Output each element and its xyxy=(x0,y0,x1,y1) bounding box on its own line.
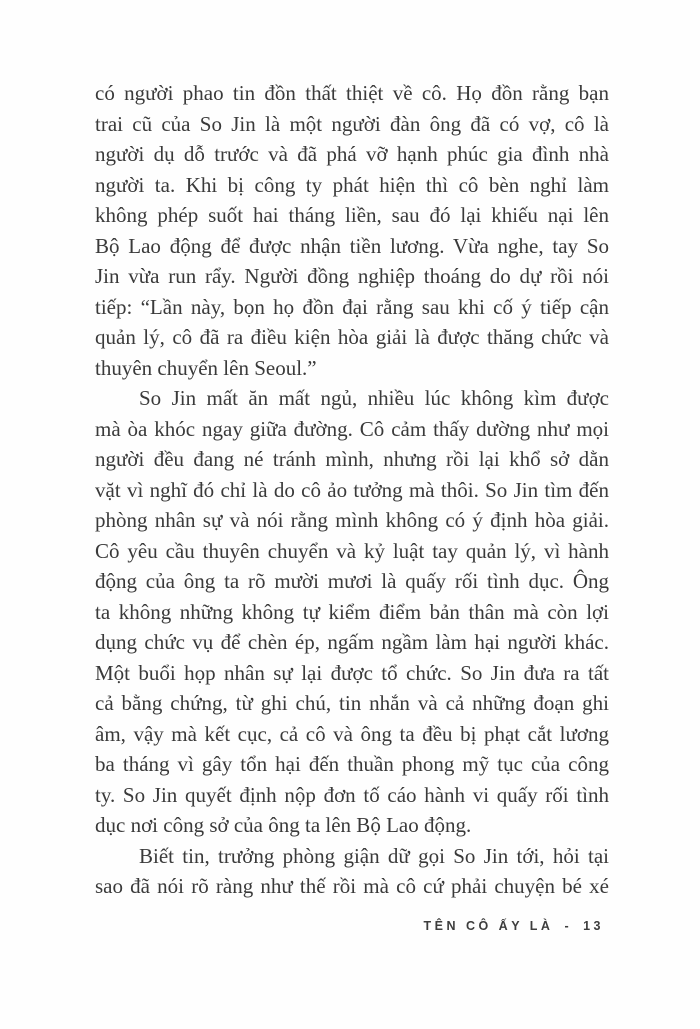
text-line: quản lý, cô đã ra điều kiện hòa giải là được thăng chức và xyxy=(95,325,609,349)
text-line: vặt vì nghĩ đó chỉ là do cô ảo tưởng mà thôi. So Jin tìm đến xyxy=(95,477,609,502)
text-line: ta không những không tự kiểm điểm bản thân mà còn lợi xyxy=(95,599,609,624)
text-line: So Jin mất ăn mất ngủ, nhiều lúc không kìm được xyxy=(139,386,609,410)
page-number: 13 xyxy=(583,919,604,933)
text-line: sao đã nói rõ ràng như thế rồi mà cô cứ phải chuyện bé xé xyxy=(95,874,609,898)
page-footer xyxy=(423,919,604,933)
text-line: Một buổi họp nhân sự lại được tổ chức. So Jin đưa ra tất xyxy=(95,660,609,685)
text-line: người đều đang né tránh mình, nhưng rồi lại khổ sở dằn xyxy=(95,447,609,471)
paragraph xyxy=(95,383,609,841)
footer-separator: - xyxy=(564,919,573,933)
text-line: không phép suốt hai tháng liền, sau đó lại khiếu nại lên xyxy=(95,203,609,227)
text-line: Jin vừa run rẩy. Người đồng nghiệp thoáng do dự rồi nói xyxy=(95,264,609,288)
text-line: người dụ dỗ trước và đã phá vỡ hạnh phúc gia đình nhà xyxy=(95,142,609,166)
text-line: tiếp: “Lần này, bọn họ đồn đại rằng sau khi cố ý tiếp cận xyxy=(95,294,609,319)
text-line: Biết tin, trưởng phòng giận dữ gọi So Jin tới, hỏi tại xyxy=(139,843,609,868)
paragraph xyxy=(95,841,609,902)
text-line: Cô yêu cầu thuyên chuyển và kỷ luật tay quản lý, vì hành xyxy=(95,538,609,563)
text-line: dụng chức vụ để chèn ép, ngấm ngầm làm hại người khác. xyxy=(95,630,609,654)
text-line: dục nơi công sở của ông ta lên Bộ Lao động. xyxy=(95,813,472,837)
text-line: trai cũ của So Jin là một người đàn ông đã có vợ, cô là xyxy=(95,111,609,136)
text-line: Bộ Lao động để được nhận tiền lương. Vừa nghe, tay So xyxy=(95,233,609,258)
text-line: động của ông ta rõ mười mươi là quấy rối tình dục. Ông xyxy=(95,569,609,593)
paragraph xyxy=(95,78,609,383)
text-line: cả bằng chứng, từ ghi chú, tin nhắn và cả những đoạn ghi xyxy=(95,691,609,715)
text-line: ty. So Jin quyết định nộp đơn tố cáo hành vi quấy rối tình xyxy=(95,782,609,807)
text-line: người ta. Khi bị công ty phát hiện thì cô bèn nghỉ làm xyxy=(95,172,609,197)
running-title: TÊN CÔ ẤY LÀ xyxy=(423,919,554,933)
text-line: có người phao tin đồn thất thiệt về cô. Họ đồn rằng bạn xyxy=(95,81,609,105)
text-line: ba tháng vì gây tổn hại đến thuần phong mỹ tục của công xyxy=(95,752,609,776)
text-line: phòng nhân sự và nói rằng mình không có ý định hòa giải. xyxy=(95,508,609,532)
text-line: âm, vậy mà kết cục, cả cô và ông ta đều bị phạt cắt lương xyxy=(95,721,609,746)
text-line: thuyên chuyển lên Seoul.” xyxy=(95,355,317,380)
text-line: mà òa khóc ngay giữa đường. Cô cảm thấy dường như mọi xyxy=(95,416,609,441)
body-text xyxy=(95,78,609,902)
